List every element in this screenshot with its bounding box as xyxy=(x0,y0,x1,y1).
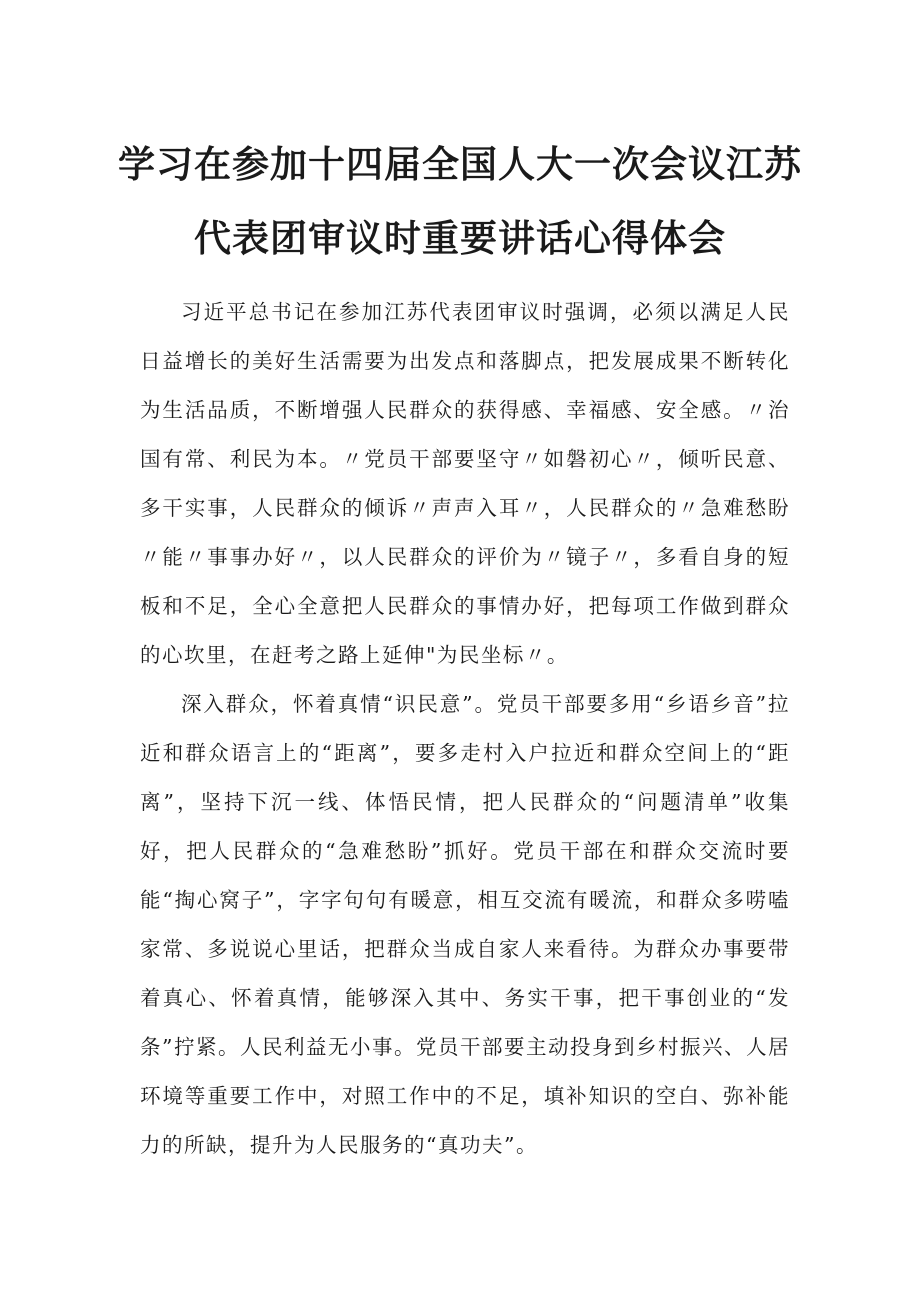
paragraph-1: 习近平总书记在参加江苏代表团审议时强调，必须以满足人民日益增长的美好生活需要为出发点和落脚点，把发展成果不断转化为生活品质，不断增强人民群众的获得感、幸福感、安全感。〃治国有常、利民为本。〃党员干部要坚守〃如磐初心〃，倾听民意、多干实事，人民群众的倾诉〃声声入耳〃，人民群众的〃急难愁盼〃能〃事事办好〃，以人民群众的评价为〃镜子〃，多看自身的短板和不足，全心全意把人民群众的事情办好，把每项工作做到群众的心坎里，在赶考之路上延伸"为民坐标〃。 xyxy=(140,300,790,667)
document-title-line-2: 代表团审议时重要讲话心得体会 xyxy=(194,217,726,260)
document-title-line-1: 学习在参加十四届全国人大一次会议江苏 xyxy=(118,143,802,186)
paragraph-2: 深入群众，怀着真情“识民意”。党员干部要多用“乡语乡音”拉近和群众语言上的“距离”，要多走村入户拉近和群众空间上的“距离”，坚持下沉一线、体悟民情，把人民群众的“问题清单”收集好，把人民群众的“急难愁盼”抓好。党员干部在和群众交流时要能“掏心窝子”，字字句句有暖意，相互交流有暖流，和群众多唠嗑家常、多说说心里话，把群众当成自家人来看待。为群众办事要带着真心、怀着真情，能够深入其中、务实干事，把干事创业的“发条”拧紧。人民利益无小事。党员干部要主动投身到乡村振兴、人居环境等重要工作中，对照工作中的不足，填补知识的空白、弥补能力的所缺，提升为人民服务的“真功夫”。 xyxy=(140,692,790,1157)
document-body xyxy=(140,288,790,1170)
